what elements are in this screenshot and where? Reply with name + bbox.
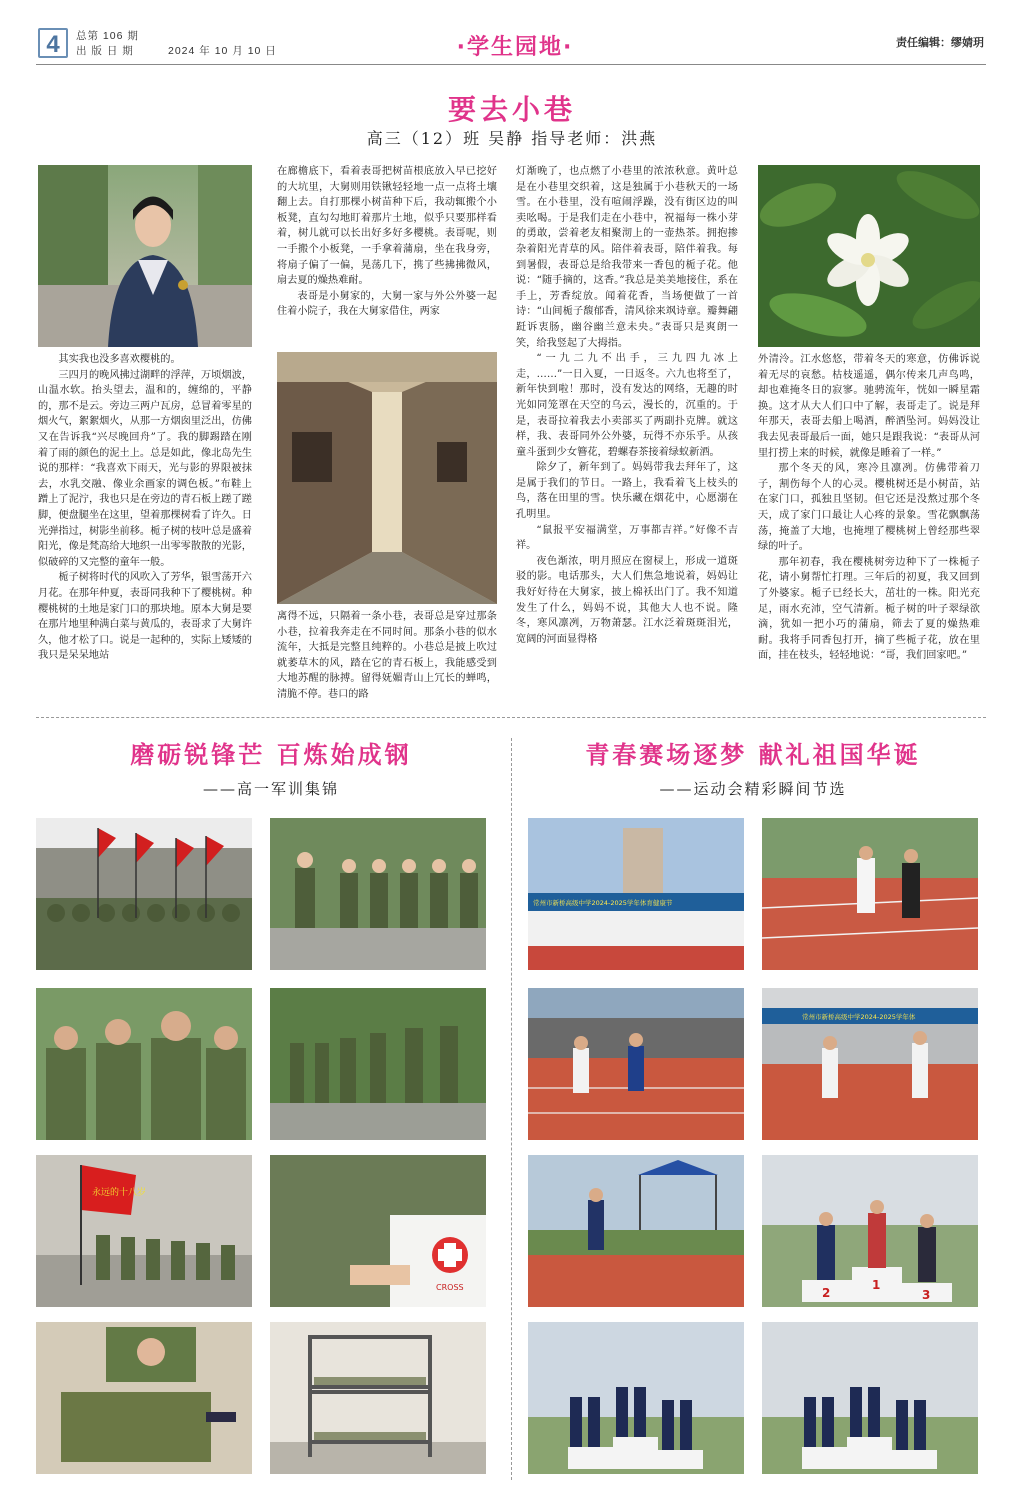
sports-section-subtitle: ——运动会精彩瞬间节选 [659, 780, 847, 798]
paragraph: 栀子树将时代的风吹入了芳华，银雪荡开六月花。在那年仲夏，表哥同我种下了樱桃树。种樱桃树的土地是家门口的那块地。原本大舅是要在那片地里种满白菜与黄瓜的，表哥求了大舅许久，他才松了口。说是一起种的，实际上矮矮的我只是呆呆地站 [38, 572, 252, 662]
paragraph: 在廊檐底下，看着表哥把树苗根底放入早已挖好的大坑里，大舅则用铁锹轻轻地一点一点将土壤翻上去。自打那棵小树苗种下后，我动辄搬个小板凳，直勾勾地盯着那片土地，似乎只要那样看着，树儿就可以长出好多好多樱桃。表哥呢，则一手搬个小板凳，一手拿着蒲扇，坐在我身旁，将扇子偏了一偏，晃荡几下，携了些拂拂微风，扇去夏的燥热难耐。 [277, 166, 497, 287]
gardenia-photo [758, 165, 980, 347]
column-name: ·学生园地· [456, 35, 574, 60]
paragraph: 离得不远，只隔着一条小巷，表哥总是穿过那条小巷，拉着我奔走在不同时间。那条小巷的似水流年，大抵是完整且纯粹的。小巷总是披上吹过就萎草木的风，踏在它的青石板上，我能感受到大地苏醒的脉搏。留得妩媚青山上冗长的蝉鸣，清脆不停。巷口的路 [277, 611, 497, 700]
military-section-title: 磨砺锐锋芒 百炼始成钢 [130, 741, 412, 769]
sports-photo-shotput [528, 1155, 744, 1307]
flag-text: 永远的十八岁 [92, 1188, 147, 1198]
article-title: 要去小巷 [447, 93, 576, 126]
sports-photo-relay [762, 818, 978, 970]
header-rule [36, 64, 986, 65]
paragraph: 灯渐晚了，也点燃了小巷里的浓浓秋意。黄叶总是在小巷里交织着，这是独属于小巷秋天的一场雪。在小巷里，没有喧闹浮躁，没有街区边的叫卖吆喝。于是我们走在小巷中，祝福每一株小芽的勇敢，尝着老友相聚沏上的一壶热茶。拥抱掺杂着阳光青草的风。陪伴着表哥，陪伴着我。每到暑假，表哥总是给我带来一香包的栀子花。他说：“随手摘的，这香。”我总是美美地接住，系在手上，芳香绽放。闻着花香，当场便做了一首诗：“山间栀子馥郁香，清风徐来飒诗章。瓣舞翩跹诉衷肠，幽谷幽兰意未央。”表哥只是爽朗一笑，给我竖起了大拇指。 [516, 166, 738, 349]
banner-text: 常州市新桥高级中学2024-2025学年体育健康节 [533, 899, 673, 907]
sports-photo-podium-2 [528, 1322, 744, 1474]
paragraph: 除夕了，新年到了。妈妈带我去拜年了，这是属于我们的节日。一路上，我看着飞上枝头的鸟，落在田里的雪。快乐藏在烟花中，心愿溺在孔明里。 [516, 462, 738, 521]
paragraph: 三四月的晚风拂过湖畔的浮萍，万顷烟波，山温水软。抬头望去，温和的，缠绵的，平静的，那不是云。旁边三两户瓦房，总冒着零星的烟火气，絮絮烟火，从那一方烟囱里泛出，仿佛又在告诉我“兴尽晚回舟”了。我的脚踢踏在刚着了雨的颜色的泥土上。总是如此，像北岛先生说的那样：“我喜欢下雨天，光与影的界限被抹去，水乳交融、像业余画家的调色板。”布鞋上蹭上了泥泞，我也只是在旁边的青石板上蹉了蹉脚，便盘腿坐在这里，望着那棵树看了许久。日光弹指过，树影坐前移。栀子树的枝叶总是盛着阳光，像是梵高给大地织一出零零散散的光影，似破碎的又完整的童年一般。 [38, 369, 252, 568]
article-column-3 [516, 164, 738, 647]
sports-section-title: 青春赛场逐梦 献礼祖国华诞 [585, 741, 921, 769]
paragraph: 其实我也没多喜欢樱桃的。 [58, 354, 181, 365]
training-photo-first-aid [270, 1155, 486, 1307]
paragraph: 那年初春，我在樱桃树旁边种下了一株栀子花，请小舅帮忙打理。三年后的初夏，我又回到了外婆家。栀子已经长大，茁壮的一株。阳光充足，雨水充沛，空气清新。栀子树的叶子翠绿欲滴，犹如一把小巧的蒲扇，筛去了夏的燥热难耐。我将手同香包打开，摘了些栀子花，放在里面，挂在枝头，轻轻地说：“哥，我们回家吧。” [758, 556, 980, 662]
article-column-4 [758, 352, 980, 664]
article-column-2-bottom [277, 609, 497, 703]
sports-photo-opening [528, 818, 744, 970]
training-photo-march [270, 988, 486, 1140]
training-photo-flags [36, 818, 252, 970]
article-column-1 [38, 352, 252, 664]
page-number: 4 [38, 28, 68, 58]
editor-credit: 责任编辑：缪婧玥 [896, 37, 984, 49]
paragraph: 那个冬天的风，寒冷且凛冽。仿佛带着刀子，割伤每个人的心灵。樱桃树还是小树苗，站在家门口，孤独且坚韧。但它还是没熬过那个冬天，成了家门口最让人心疼的景象。雪花飘飘荡荡，掩盖了大地，也掩埋了樱桃树上曾经那些翠绿的叶子。 [758, 463, 980, 553]
military-section-subtitle: ——高一军训集锦 [202, 780, 339, 798]
paragraph: “鼠报平安福满堂，万事都吉祥。”好像不吉祥。 [516, 524, 738, 552]
paragraph: 外清泠。江水悠悠，带着冬天的寒意，仿佛诉说着无尽的哀愁。枯枝遥遥，偶尔传来几声鸟鸣，却也难掩冬日的寂寥。驰骋流年，恍如一瞬星霜换。这才从大人们口中了解，表哥走了。说是拜年那天，表哥去船上喝酒，醉酒坠河。妈妈没让我去见表哥最后一面，她只是跟我说：“表哥从河里打捞上来的时候，就像是睡着了一样。” [758, 354, 980, 459]
paragraph: “一九二九不出手，三九四九冰上走，……”一日入夏，一日返冬。六九也将至了，新年快到啦！那时，没有发达的网络，无趣的时光如同笼罩在天空的乌云，漫长的，沉重的。于是，表哥拉着我去小卖部买了两副扑克牌。就这样，我、表哥同外公外婆，玩得不亦乐乎。从孩童斗蛋到少女簪花，碧螺春茶接着绿蚁新酒。 [516, 353, 738, 458]
sports-photo-finish [762, 988, 978, 1140]
training-photo-quilt-folding [36, 1322, 252, 1474]
training-photo-drill [270, 818, 486, 970]
training-photo-banner-march [36, 1155, 252, 1307]
sports-photo-podium-3 [762, 1322, 978, 1474]
article-column-2-top [277, 164, 497, 320]
sports-photo-sprint [528, 988, 744, 1140]
article-byline: 高三（12）班 吴静 指导老师：洪燕 [366, 129, 658, 148]
date-label: 出 版 日 期 [76, 45, 134, 57]
paragraph: 表哥是小舅家的，大舅一家与外公外婆一起住着小院子，我在大舅家借住，两家 [277, 290, 497, 318]
issue-number: 总第 106 期 [76, 30, 139, 42]
publish-date: 2024 年 10 月 10 日 [168, 45, 277, 57]
podium-3-label: 3 [922, 1288, 931, 1302]
author-portrait-photo [38, 165, 252, 347]
podium-1-label: 1 [872, 1278, 881, 1292]
training-photo-dormitory [270, 1322, 486, 1474]
training-photo-salute [36, 988, 252, 1140]
section-divider [36, 717, 986, 718]
paragraph: 夜色渐浓，明月照应在窗棂上，形成一道斑驳的影。电话那头，大人们焦急地说着，妈妈让我好好待在大舅家，披上棉袄出门了。我不知道发生了什么，妈妈不说，其他大人也不说。隆冬，寒风凛冽，万物萧瑟。江水泛着斑斑泪光，宽阔的河面显得格 [516, 555, 738, 645]
column-divider [511, 738, 512, 1480]
banner-text-2: 常州市新桥高级中学2024-2025学年体 [802, 1013, 916, 1021]
podium-2-label: 2 [822, 1286, 831, 1300]
red-cross-text: CROSS [436, 1283, 464, 1292]
alley-photo [277, 352, 497, 604]
sports-photo-podium-1 [762, 1155, 978, 1307]
